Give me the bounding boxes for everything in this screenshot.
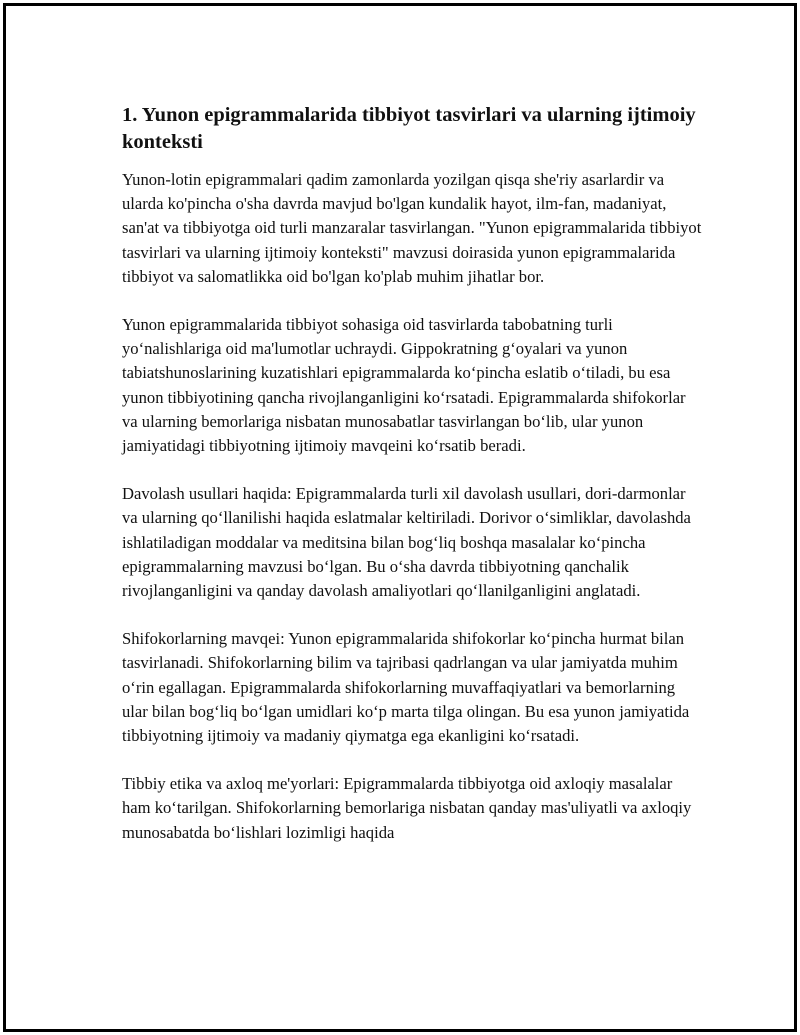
paragraph-medical-imagery: Yunon epigrammalarida tibbiyot sohasiga oid tasvirlarda tabobatning turli yo‘nalishlariga oid ma'lumotlar uchraydi. Gippokratning g‘oyalari va yunon tabiatshunoslarining kuzatishlari epigrammalarda ko‘pincha eslatib o‘tiladi, bu esa yunon tibbiyotining qancha rivojlanganligini ko‘rsatadi. Epigrammalarda shifokorlar va ularning bemorlariga nisbatan munosabatlar tasvirlangan bo‘lib, ular yunon jamiyatidagi tibbiyotning ijtimoiy mavqeini ko‘rsatib beradi. <box>122 315 686 456</box>
paragraph-medical-ethics: Tibbiy etika va axloq me'yorlari: Epigrammalarda tibbiyotga oid axloqiy masalalar ham ko‘tarilgan. Shifokorlarning bemorlariga nisbatan qanday mas'uliyatli va axloqiy munosabatda bo‘lishlari lozimligi haqida <box>122 774 692 842</box>
paragraph-physician-status: Shifokorlarning mavqei: Yunon epigrammalarida shifokorlar ko‘pincha hurmat bilan tasvirlanadi. Shifokorlarning bilim va tajribasi qadrlangan va ular jamiyatda muhim o‘rin egallagan. Epigrammalarda shifokorlarning muvaffaqiyatlari va bemorlarning ular bilan bog‘liq bo‘lgan umidlari ko‘p marta tilga olingan. Bu esa yunon jamiyatida tibbiyotning ijtimoiy va madaniy qiymatga ega ekanligini ko‘rsatadi. <box>122 629 690 746</box>
page-frame <box>3 3 797 1032</box>
paragraph-intro: Yunon-lotin epigrammalari qadim zamonlarda yozilgan qisqa she'riy asarlardir va ularda ko'pincha o'sha davrda mavjud bo'lgan kundalik hayot, ilm-fan, madaniyat, san'at va tibbiyotga oid turli manzaralar tasvirlangan. "Yunon epigrammalarida tibbiyot tasvirlari va ularning ijtimoiy konteksti" mavzusi doirasida yunon epigrammalarida tibbiyot va salomatlikka oid bo'lgan ko'plab muhim jihatlar bor. <box>122 170 702 286</box>
paragraph-treatment-methods: Davolash usullari haqida: Epigrammalarda turli xil davolash usullari, dori-darmonlar va ularning qo‘llanilishi haqida eslatmalar keltiriladi. Dorivor o‘simliklar, davolashda ishlatiladigan moddalar va meditsina bilan bog‘liq boshqa masalalar ko‘pincha epigrammalarning mavzusi bo‘lgan. Bu o‘sha davrda tibbiyotning qanchalik rivojlanganligini va qanday davolash amaliyotlari qo‘llanilganligini anglatadi. <box>122 484 691 601</box>
section-heading: 1. Yunon epigrammalarida tibbiyot tasvirlari va ularning ijtimoiy konteksti <box>122 104 696 153</box>
document-body <box>122 102 702 845</box>
